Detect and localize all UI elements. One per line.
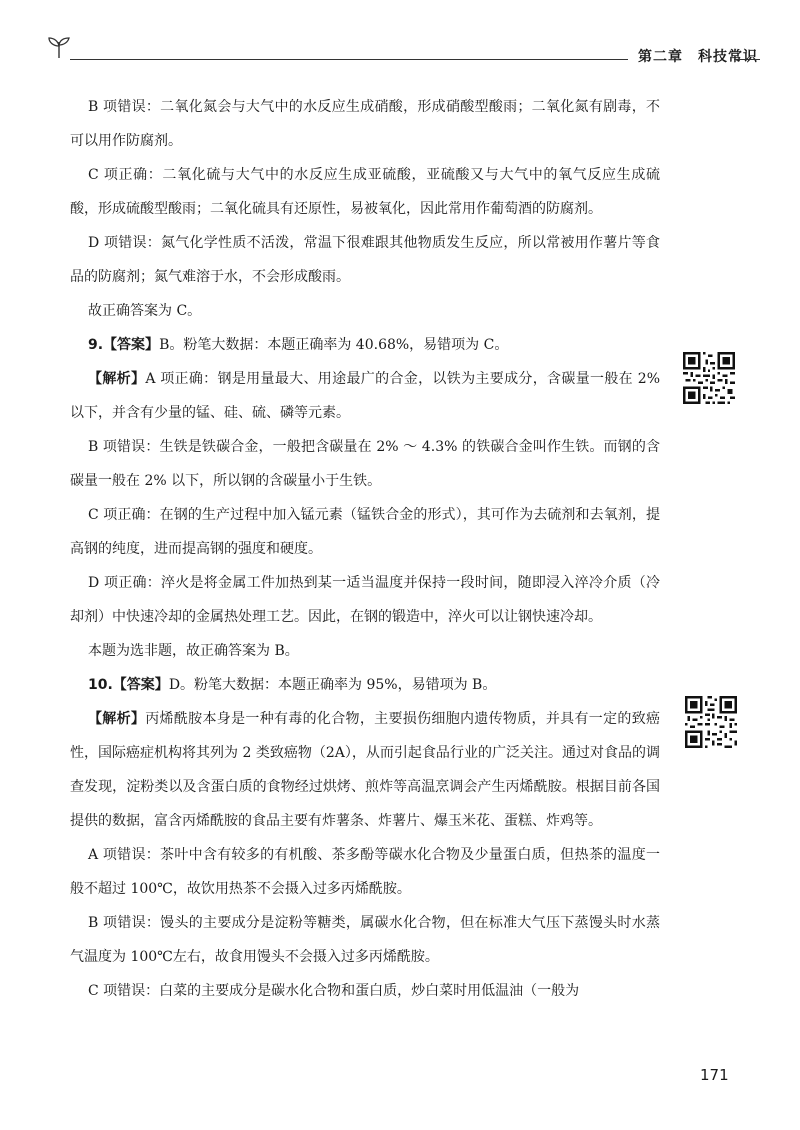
- page-body: [70, 90, 660, 1008]
- paragraph: B 项错误：二氧化氮会与大气中的水反应生成硝酸，形成硝酸型酸雨；二氧化氮有剧毒，不可以用作防腐剂。: [70, 99, 660, 149]
- analysis-tag: 【解析】: [88, 711, 146, 727]
- header-rule-right: [734, 59, 760, 60]
- page-number: 171: [700, 1066, 729, 1084]
- chapter-title: 第二章 科技常识: [638, 49, 758, 65]
- page-header: [40, 36, 760, 68]
- paragraph: B 项错误：生铁是铁碳合金，一般把含碳量在 2% ～ 4.3% 的铁碳合金叫作生铁。而钢的含碳量一般在 2% 以下，所以钢的含碳量小于生铁。: [70, 439, 660, 489]
- paragraph: C 项正确：在钢的生产过程中加入锰元素（锰铁合金的形式），其可作为去硫剂和去氧剂，提高钢的纯度，进而提高钢的强度和硬度。: [70, 507, 660, 557]
- paragraph: 故正确答案为 C。: [88, 303, 202, 319]
- answer-tag: 9.【答案】: [88, 337, 160, 353]
- paragraph: C 项正确：二氧化硫与大气中的水反应生成亚硫酸，亚硫酸又与大气中的氧气反应生成硫酸，形成硫酸型酸雨；二氧化硫具有还原性，易被氧化，因此常用作葡萄酒的防腐剂。: [70, 167, 660, 217]
- paragraph: B 项错误：馒头的主要成分是淀粉等糖类，属碳水化合物，但在标准大气压下蒸馒头时水蒸气温度为 100℃左右，故食用馒头不会摄入过多丙烯酰胺。: [70, 915, 660, 965]
- paragraph: C 项错误：白菜的主要成分是碳水化合物和蛋白质，炒白菜时用低温油（一般为: [88, 983, 580, 999]
- analysis-tag: 【解析】: [88, 371, 146, 387]
- qr-code-icon[interactable]: [685, 696, 737, 748]
- analysis-paragraph: 【解析】丙烯酰胺本身是一种有毒的化合物，主要损伤细胞内遗传物质，并具有一定的致癌性，国际癌症机构将其列为 2 类致癌物（2A），从而引起食品行业的广泛关注。通过对食品的调查发现，淀粉类以及含蛋白质的食物经过烘烤、煎炸等高温烹调会产生丙烯酰胺。根据目前各国提供的数据，富含丙烯酰胺的食品主要有炸薯条、炸薯片、爆玉米花、蛋糕、炸鸡等。: [70, 711, 661, 829]
- qr-code-icon[interactable]: [683, 352, 735, 404]
- paragraph: A 项错误：茶叶中含有较多的有机酸、茶多酚等碳水化合物及少量蛋白质，但热茶的温度一般不超过 100℃，故饮用热茶不会摄入过多丙烯酰胺。: [70, 847, 660, 897]
- paragraph: 本题为选非题，故正确答案为 B。: [88, 643, 299, 659]
- header-rule-left: [70, 59, 628, 60]
- analysis-paragraph: 【解析】A 项正确：钢是用量最大、用途最广的合金，以铁为主要成分，含碳量一般在 2% 以下，并含有少量的锰、硅、硫、磷等元素。: [70, 371, 661, 421]
- answer-tag: 10.【答案】: [88, 677, 169, 693]
- answer-line: 10.【答案】D。粉笔大数据：本题正确率为 95%，易错项为 B。: [88, 677, 497, 693]
- paragraph: D 项正确：淬火是将金属工件加热到某一适当温度并保持一段时间，随即浸入淬冷介质（冷却剂）中快速冷却的金属热处理工艺。因此，在钢的锻造中，淬火可以让钢快速冷却。: [70, 575, 660, 625]
- answer-line: 9.【答案】B。粉笔大数据：本题正确率为 40.68%，易错项为 C。: [88, 337, 509, 353]
- paragraph: D 项错误：氮气化学性质不活泼，常温下很难跟其他物质发生反应，所以常被用作薯片等食品的防腐剂；氮气难溶于水，不会形成酸雨。: [70, 235, 660, 285]
- leaf-icon: [46, 36, 72, 64]
